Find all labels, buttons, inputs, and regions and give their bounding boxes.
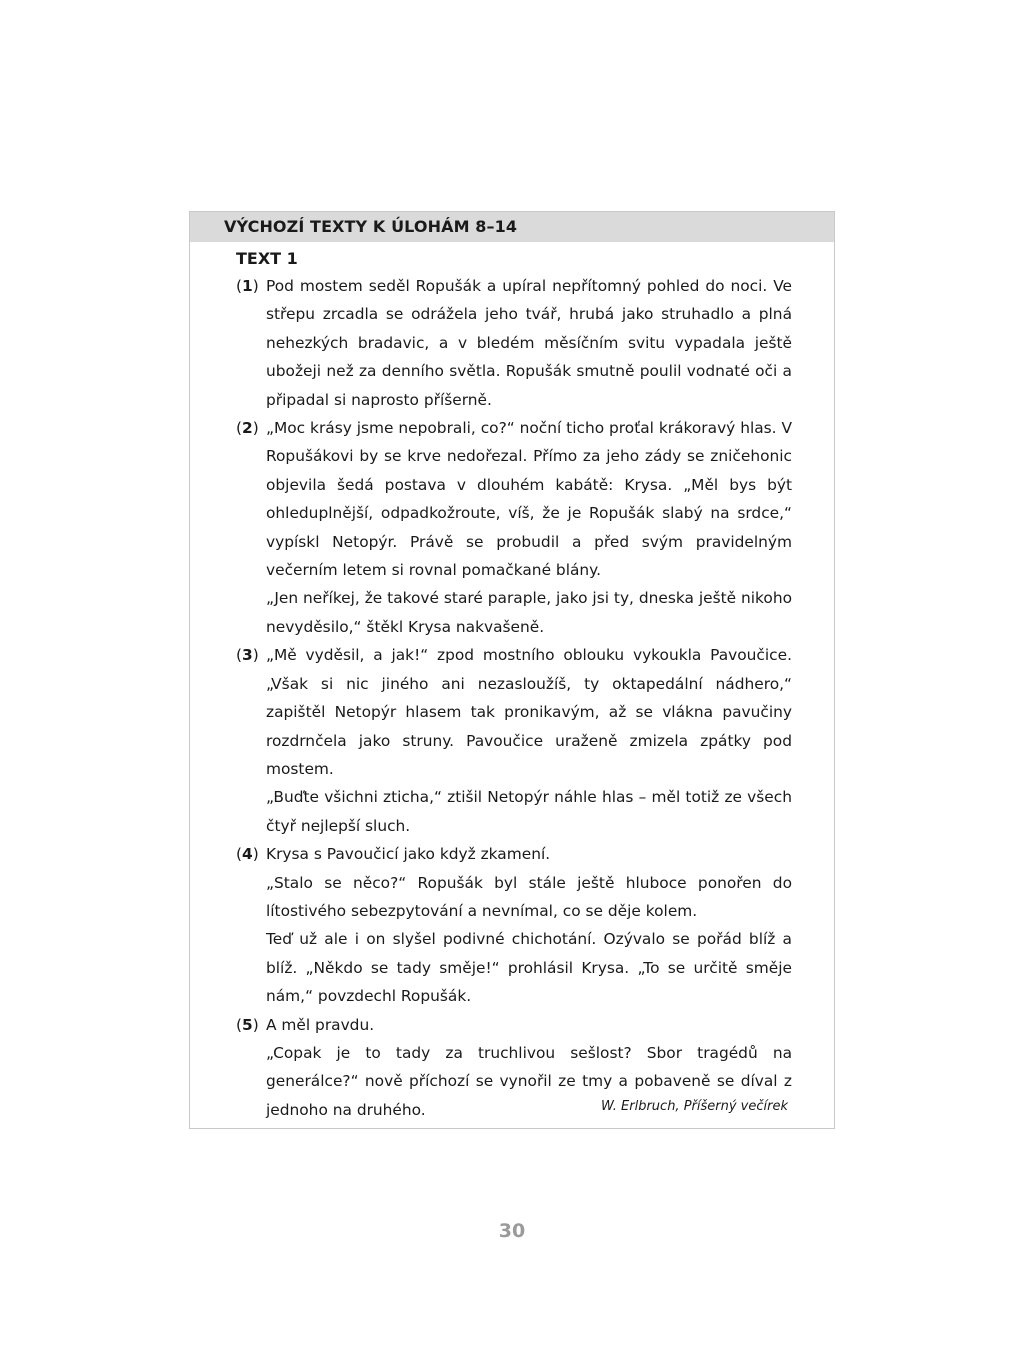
paragraph-text: Krysa s Pavoučicí jako když zkamení. [266,845,551,864]
text-label: TEXT 1 [236,249,298,268]
paragraph-number: (4) [236,845,259,864]
paragraph-5-continuation: „Copak je to tady za truchlivou sešlost? Sbor tragédů na generálce?“ nově příchozí se vynořil ze tmy a pobaveně se díval z jednoho na druhého. [266,1043,792,1119]
paragraph-number: (1) [236,277,259,295]
page-number: 30 [498,1220,526,1242]
paragraph-3 [236,641,792,783]
paragraph-text: A měl pravdu. [266,1015,375,1034]
paragraph-number: (3) [236,646,259,665]
text-content [236,272,792,1124]
paragraph-3-continuation: „Buďte všichni zticha,“ ztišil Netopýr náhle hlas – měl totiž ze všech čtyř nejlepší sluch. [266,788,792,835]
paragraph-4-continuation-2: Teď už ale i on slyšel podivné chichotání. Ozývalo se pořád blíž a blíž. „Někdo se tady směje!“ prohlásil Krysa. „To se určitě směje nám,“ povzdechl Ropušák. [266,930,792,1006]
paragraph-number: (2) [236,419,259,438]
paragraph-number: (5) [236,1015,259,1034]
source-citation: W. Erlbruch, Příšerný večírek [600,1099,788,1114]
paragraph-2-continuation: „Jen neříkej, že takové staré paraple, jako jsi ty, dneska ještě nikoho nevyděsilo,“ štěkl Krysa nakvašeně. [266,589,792,636]
section-header [190,212,834,242]
section-title: VÝCHOZÍ TEXTY K ÚLOHÁM 8–14 [224,217,518,236]
paragraph-2 [236,414,792,584]
paragraph-4 [236,840,792,868]
paragraph-text: „Moc krásy jsme nepobrali, co?“ noční ticho proťal krákoravý hlas. V Ropušákovi by se krve nedořezal. Přímo za jeho zády se zničehonic objevila šedá postava v dlouhém kabátě: Krysa. „Měl bys být ohleduplnější, odpadkožroute, víš, že je Ropušák slabý na srdce,“ vypískl Netopýr. Právě se probudil a před svým pravidelným večerním letem si rovnal pomačkané blány. [266,419,792,580]
paragraph-text: Pod mostem seděl Ropušák a upíral nepřítomný pohled do noci. Ve střepu zrcadla se odrážela jeho tvář, hrubá jako struhadlo a plná nehezkých bradavic, a v bledém měsíčním svitu vypadala ještě ubožeji než za denního světla. Ropušák smutně poulil vodnaté oči a připadal si naprosto příšerně. [266,277,792,409]
paragraph-4-continuation-1: „Stalo se něco?“ Ropušák byl stále ještě hluboce ponořen do lítostivého sebezpytování a nevnímal, co se děje kolem. [266,873,792,920]
paragraph-text: „Mě vyděsil, a jak!“ zpod mostního oblouku vykoukla Pavoučice. „Však si nic jiného ani nezasloužíš, ty oktapedální nádhero,“ zapištěl Netopýr hlasem tak pronikavým, až se vlákna pavučiny rozdrnčela jako struny. Pavoučice uraženě zmizela zpátky pod mostem. [266,646,792,778]
paragraph-5 [236,1011,792,1039]
source-text-box [189,211,835,1129]
paragraph-1 [236,272,792,414]
